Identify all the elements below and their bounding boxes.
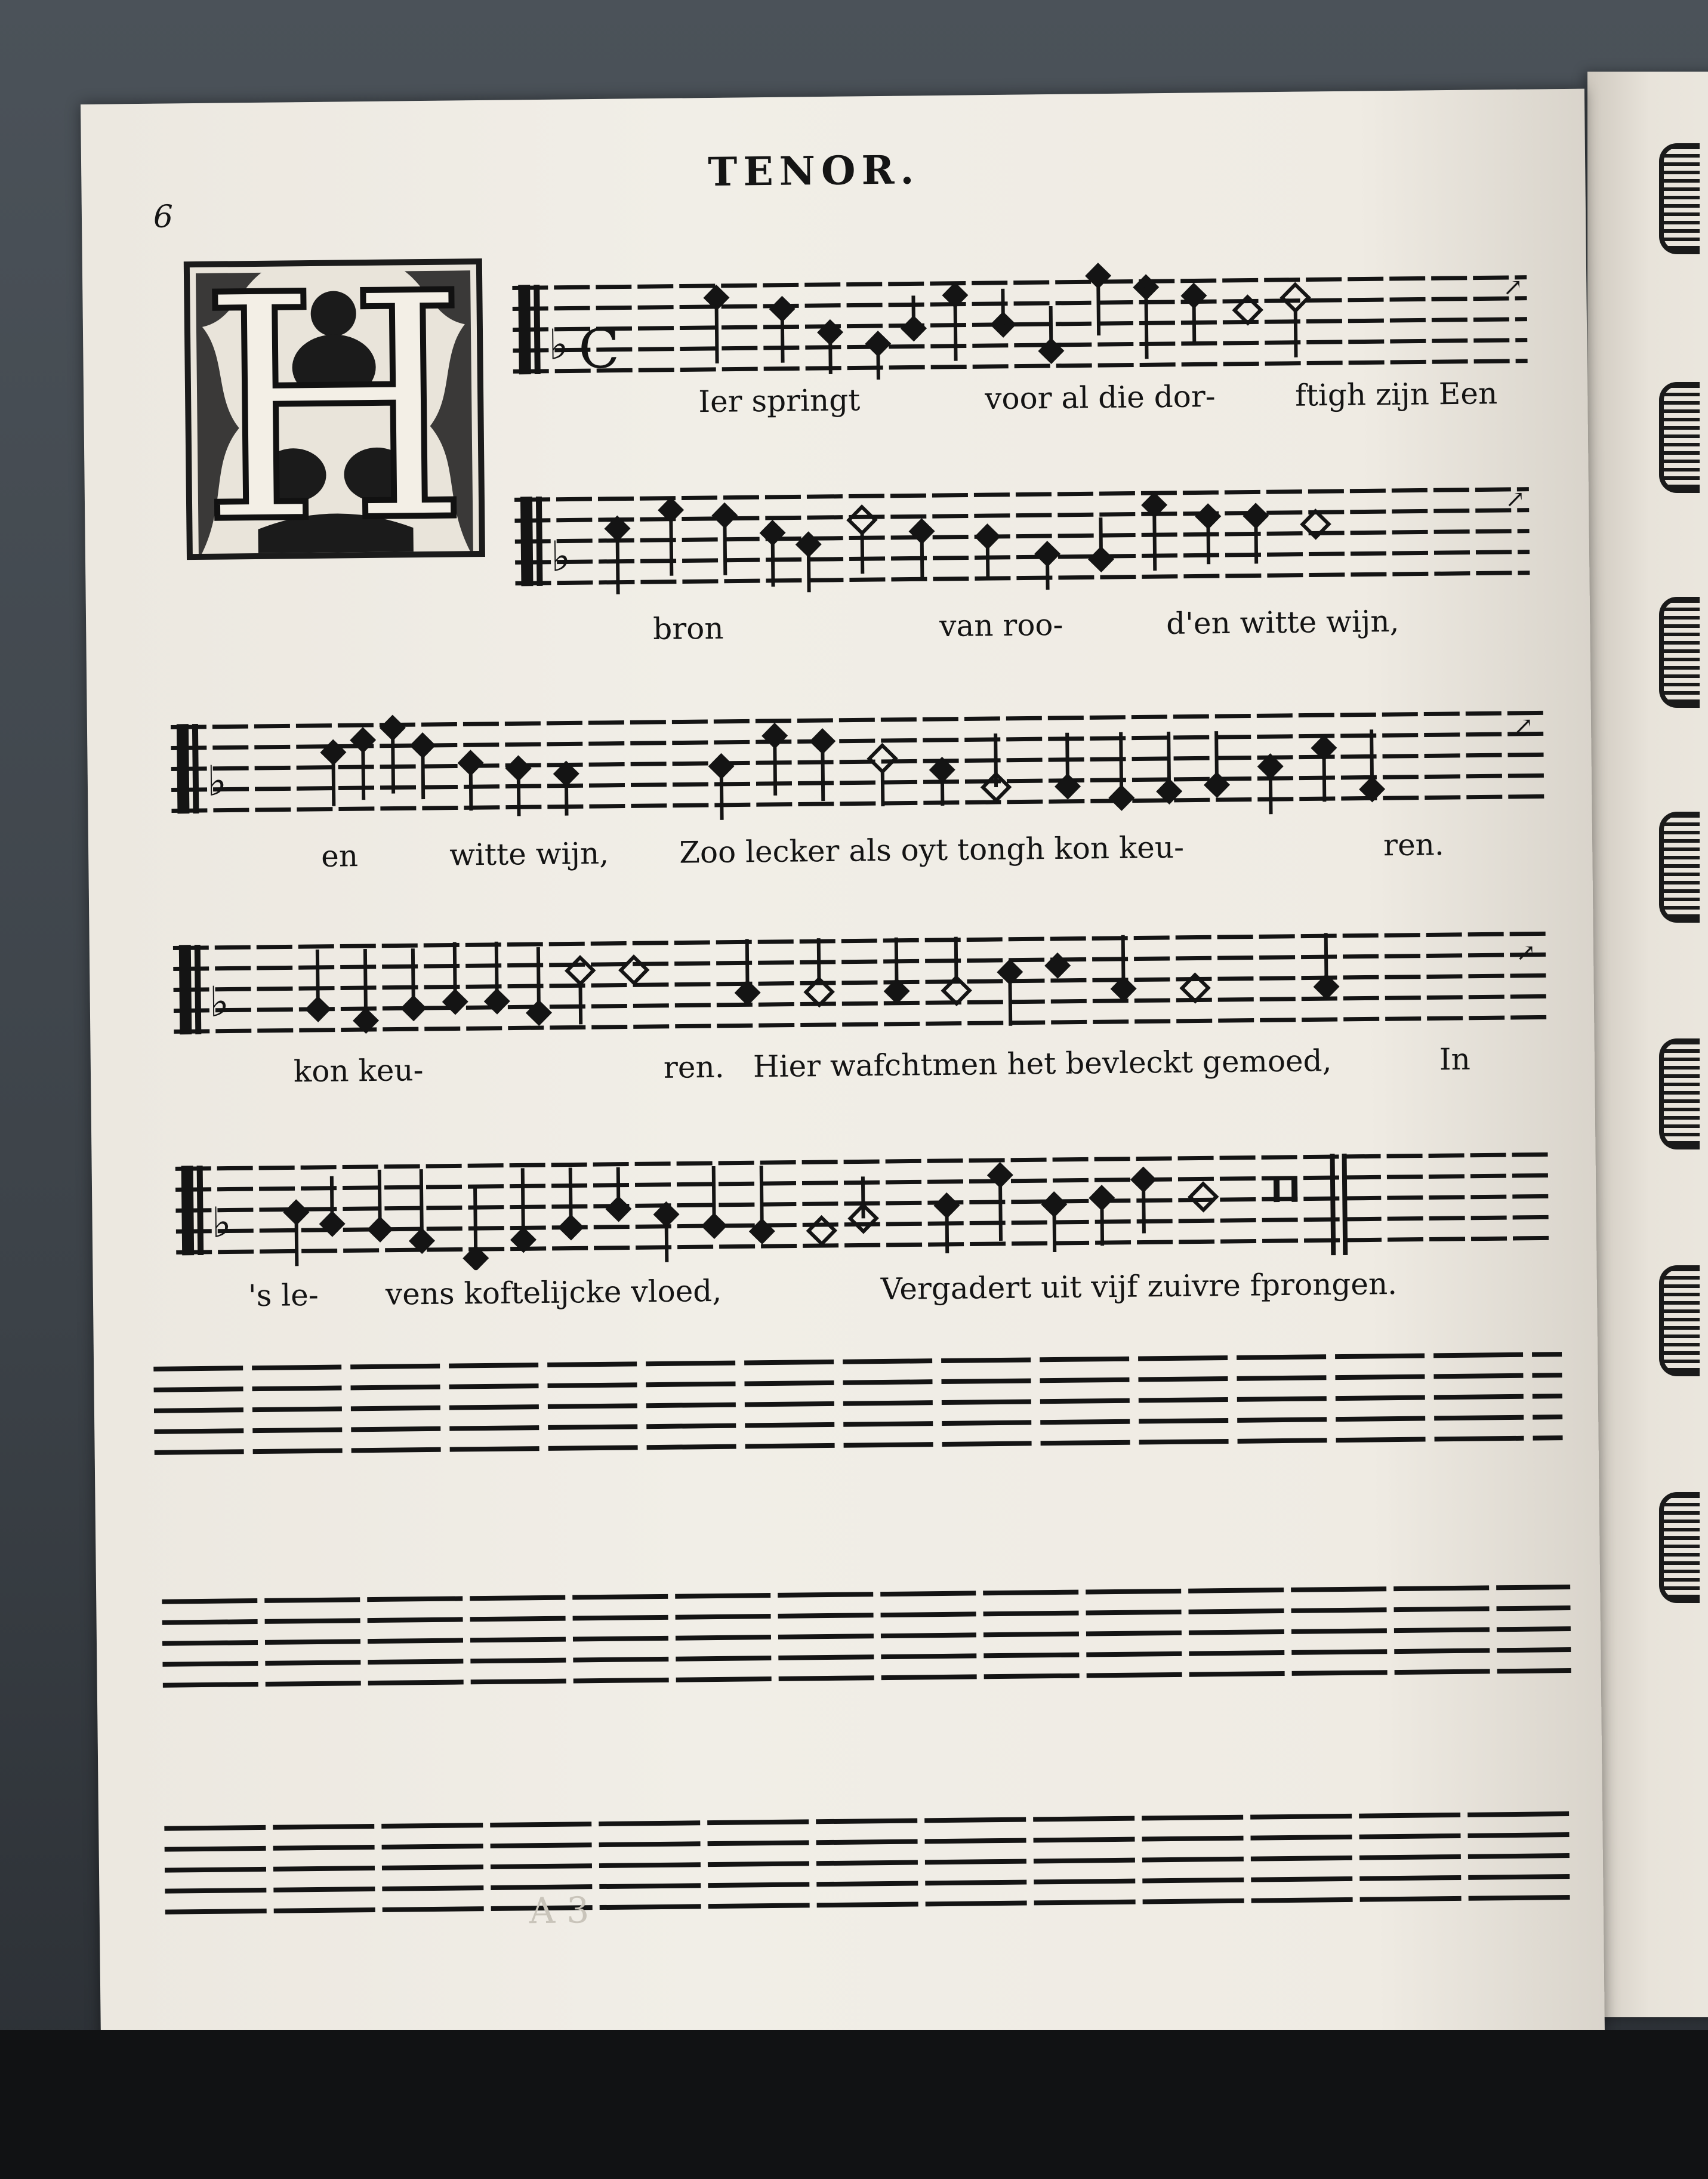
staff-lines bbox=[175, 1098, 1561, 1273]
lyric-syllable: voor al die dor- bbox=[984, 379, 1216, 417]
lyric-syllable: ren. bbox=[663, 1049, 724, 1085]
lyric-syllable: en bbox=[320, 839, 359, 874]
empty-staff-1 bbox=[153, 1342, 1575, 1465]
lyric-syllable: witte wijn, bbox=[449, 836, 609, 873]
flat-icon: ♭ bbox=[548, 320, 569, 369]
woodcut-initial bbox=[172, 227, 498, 591]
lyric-syllable: Vergadert uit vijf zuivre fprongen. bbox=[880, 1266, 1398, 1307]
staff-lines bbox=[172, 883, 1559, 1052]
empty-staff-3 bbox=[164, 1802, 1586, 1924]
edge-clef-icon bbox=[1659, 1265, 1700, 1376]
c-clef-icon bbox=[177, 724, 199, 813]
lyric-syllable: kon keu- bbox=[293, 1053, 424, 1089]
lyric-syllable: In bbox=[1439, 1041, 1471, 1077]
flat-icon: ♭ bbox=[211, 1198, 232, 1247]
page-number: 6 bbox=[153, 199, 174, 235]
c-clef-icon bbox=[518, 285, 541, 374]
staff-lines bbox=[514, 441, 1542, 601]
lyric-syllable: 's le- bbox=[248, 1277, 319, 1314]
flat-icon: ♭ bbox=[550, 532, 571, 581]
lyric-syllable: ftigh zijn Een bbox=[1294, 376, 1498, 413]
edge-clef-icon bbox=[1659, 812, 1700, 923]
edge-clef-icon bbox=[1659, 382, 1700, 493]
c-clef-icon bbox=[179, 945, 202, 1034]
edge-clef-icon bbox=[1659, 1038, 1700, 1149]
lyric-syllable: d'en witte wijn, bbox=[1166, 603, 1399, 641]
flat-icon: ♭ bbox=[209, 977, 230, 1027]
initial-letter: H bbox=[197, 227, 472, 591]
lyric-syllable: van roo- bbox=[939, 607, 1063, 643]
c-clef-icon bbox=[520, 497, 543, 586]
c-clef-icon bbox=[181, 1166, 204, 1255]
custos-icon: ↗ bbox=[1503, 273, 1524, 302]
empty-staff-2 bbox=[162, 1575, 1583, 1697]
custos-icon: ↗ bbox=[1513, 712, 1534, 740]
table-shadow bbox=[0, 2030, 1708, 2179]
staff-lines bbox=[170, 656, 1556, 831]
flat-icon: ♭ bbox=[206, 756, 227, 806]
signature-mark: A 3 bbox=[529, 1890, 590, 1933]
mensuration-icon: C bbox=[578, 318, 620, 381]
custos-icon: ↗ bbox=[1504, 485, 1525, 514]
facing-page-edge bbox=[1587, 72, 1708, 2017]
book-page bbox=[81, 89, 1605, 2050]
lyric-syllable: Ier springt bbox=[698, 383, 861, 420]
lyric-syllable: ren. bbox=[1383, 827, 1445, 863]
edge-clef-icon bbox=[1659, 597, 1700, 708]
staff-lines bbox=[511, 229, 1540, 389]
lyric-syllable: bron bbox=[652, 611, 724, 647]
edge-clef-icon bbox=[1659, 143, 1700, 254]
lyric-syllable: vens koftelijcke vloed, bbox=[385, 1273, 722, 1312]
part-title: TENOR. bbox=[707, 146, 920, 195]
lyric-syllable: Hier wafchtmen het bevleckt gemoed, bbox=[753, 1043, 1332, 1084]
custos-icon: ↗ bbox=[1515, 939, 1536, 967]
edge-clef-icon bbox=[1659, 1492, 1700, 1603]
lyric-syllable: Zoo lecker als oyt tongh kon keu- bbox=[679, 830, 1185, 870]
